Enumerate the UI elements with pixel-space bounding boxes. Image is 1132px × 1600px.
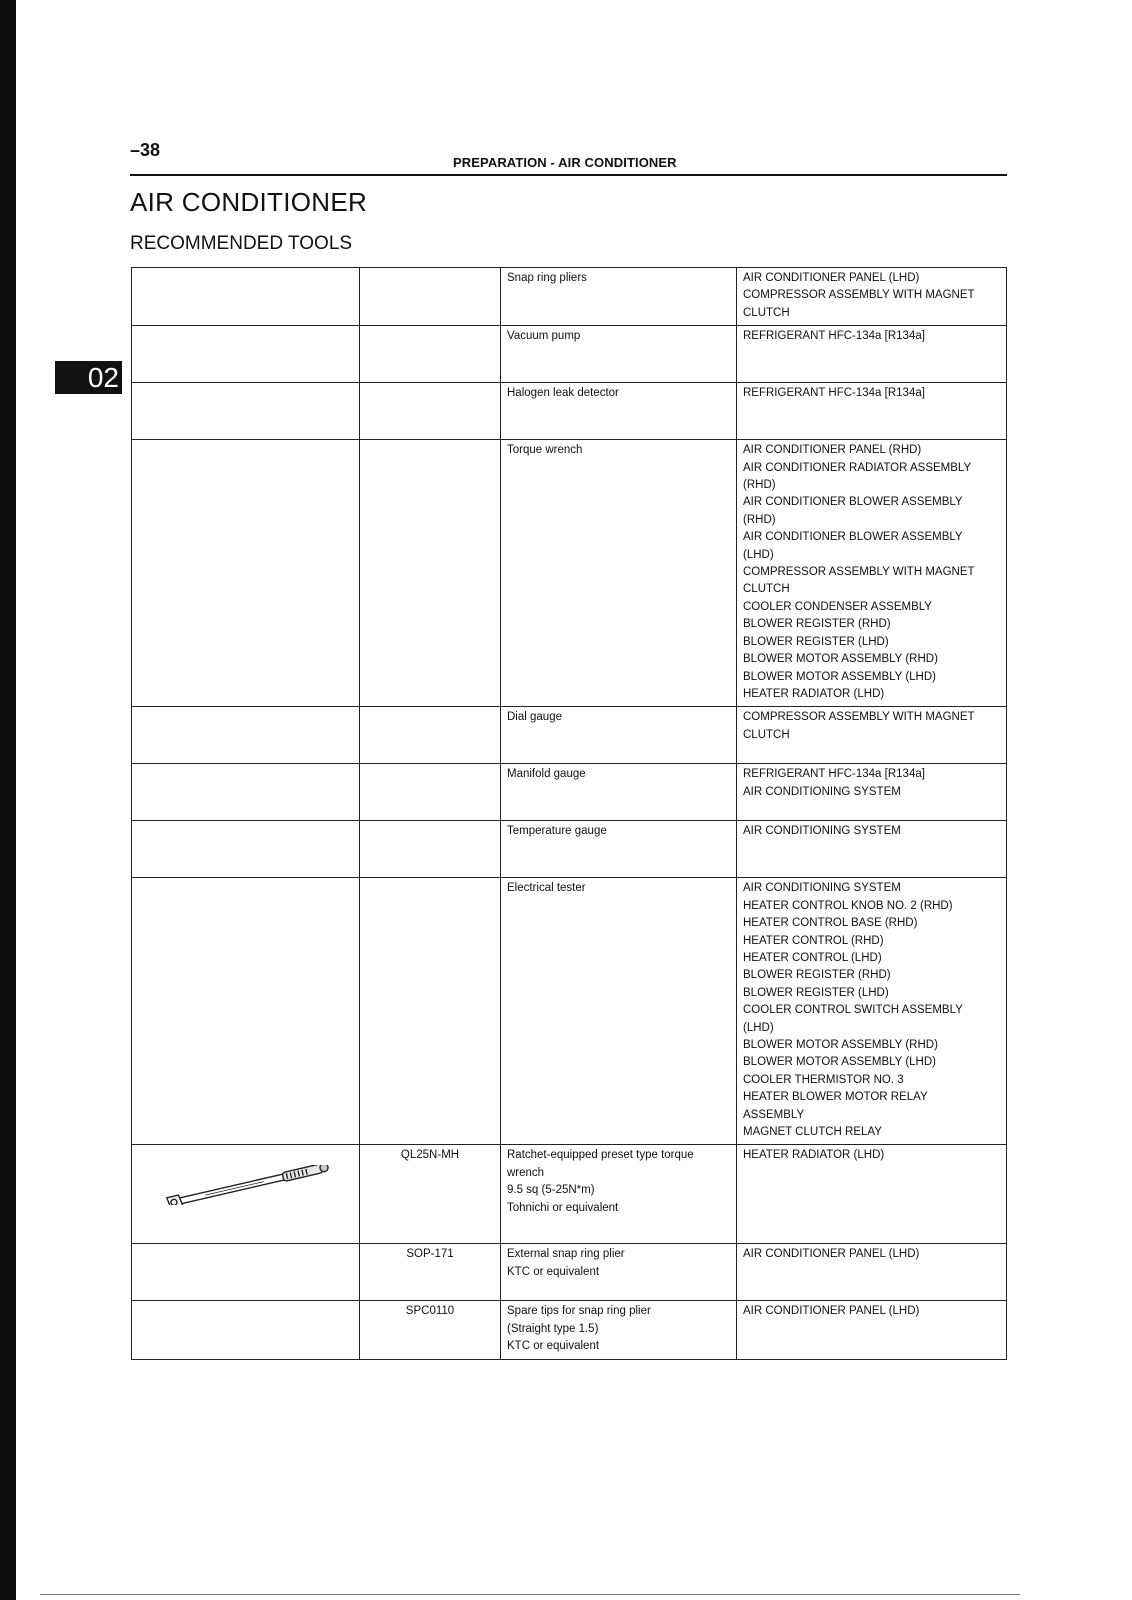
tool-number-cell <box>360 383 501 440</box>
subsection-title: RECOMMENDED TOOLS <box>130 233 353 254</box>
tool-number-cell <box>360 707 501 764</box>
application-line: BLOWER REGISTER (RHD) <box>743 618 891 631</box>
illustration-cell <box>132 440 360 707</box>
illustration-cell <box>132 383 360 440</box>
table-row <box>132 268 1007 326</box>
application-line: AIR CONDITIONER PANEL (RHD) <box>743 444 922 457</box>
tool-name-line: Tohnichi or equivalent <box>507 1201 619 1214</box>
application-cell <box>737 1145 1007 1244</box>
tool-name-line: Dial gauge <box>507 711 562 724</box>
tool-number: SOP-171 <box>406 1248 454 1261</box>
application-line: AIR CONDITIONER BLOWER ASSEMBLY <box>743 531 963 544</box>
application-line: (LHD) <box>743 548 774 561</box>
application-line: MAGNET CLUTCH RELAY <box>743 1126 882 1138</box>
application-line: REFRIGERANT HFC-134a [R134a] <box>743 768 925 781</box>
table-row <box>132 383 1007 440</box>
bottom-rule <box>40 1594 1020 1595</box>
tool-number: QL25N-MH <box>400 1149 460 1162</box>
tool-name-line: Temperature gauge <box>507 825 607 838</box>
application-cell <box>737 268 1007 326</box>
tool-name-line: Electrical tester <box>507 882 586 895</box>
table-row <box>132 1244 1007 1301</box>
table-row <box>132 707 1007 764</box>
illustration-cell <box>132 1244 360 1301</box>
illustration-cell <box>132 707 360 764</box>
application-line: BLOWER MOTOR ASSEMBLY (RHD) <box>743 653 938 666</box>
tool-name-cell <box>501 268 737 326</box>
tool-name-cell <box>501 1145 737 1244</box>
application-line: CLUTCH <box>743 728 790 741</box>
application-line: HEATER BLOWER MOTOR RELAY <box>743 1091 928 1104</box>
tool-name-cell <box>501 1244 737 1301</box>
table-row <box>132 821 1007 878</box>
application-line: AIR CONDITIONER PANEL (LHD) <box>743 272 920 284</box>
application-line: AIR CONDITIONER PANEL (LHD) <box>743 1248 920 1261</box>
illustration-cell <box>132 821 360 878</box>
application-line: HEATER CONTROL BASE (RHD) <box>743 917 918 930</box>
tool-name-line: KTC or equivalent <box>507 1265 600 1278</box>
binding-strip <box>0 0 16 1600</box>
application-line: (LHD) <box>743 1021 774 1034</box>
application-cell <box>737 707 1007 764</box>
tool-name-line: (Straight type 1.5) <box>507 1322 599 1335</box>
application-line: BLOWER MOTOR ASSEMBLY (LHD) <box>743 1056 936 1069</box>
tool-name-line: KTC or equivalent <box>507 1340 600 1353</box>
application-cell <box>737 1301 1007 1359</box>
tool-name-cell <box>501 440 737 707</box>
application-cell <box>737 878 1007 1145</box>
table-row <box>132 764 1007 821</box>
tool-name-line: Torque wrench <box>507 444 583 457</box>
application-line: BLOWER MOTOR ASSEMBLY (LHD) <box>743 670 936 683</box>
tool-name-line: Manifold gauge <box>507 768 586 781</box>
tool-name-cell <box>501 326 737 383</box>
application-cell <box>737 764 1007 821</box>
illustration-cell <box>132 1301 360 1359</box>
illustration-cell <box>132 326 360 383</box>
header-rule <box>130 174 1007 176</box>
application-line: COMPRESSOR ASSEMBLY WITH MAGNET <box>743 566 975 579</box>
application-line: HEATER CONTROL KNOB NO. 2 (RHD) <box>743 899 953 912</box>
tool-name-line: wrench <box>507 1166 545 1179</box>
application-line: AIR CONDITIONING SYSTEM <box>743 825 901 838</box>
illustration-cell <box>132 1145 360 1244</box>
tool-name-line: Snap ring pliers <box>507 272 587 284</box>
table-row <box>132 440 1007 707</box>
table-row <box>132 1301 1007 1359</box>
illustration-cell <box>132 764 360 821</box>
application-cell <box>737 440 1007 707</box>
page-number: –38 <box>130 140 161 160</box>
application-line: ASSEMBLY <box>743 1108 805 1121</box>
application-line: CLUTCH <box>743 306 790 319</box>
application-line: BLOWER REGISTER (LHD) <box>743 986 889 999</box>
illustration-cell <box>132 878 360 1145</box>
application-cell <box>737 1244 1007 1301</box>
application-line: COOLER CONDENSER ASSEMBLY <box>743 600 932 613</box>
tool-number-cell <box>360 326 501 383</box>
tool-name-line: Spare tips for snap ring plier <box>507 1305 651 1318</box>
section-tab: 02 <box>55 361 122 394</box>
tool-number-cell <box>360 878 501 1145</box>
table-row <box>132 1145 1007 1244</box>
application-line: AIR CONDITIONER BLOWER ASSEMBLY <box>743 496 963 509</box>
tool-number-cell <box>360 764 501 821</box>
tool-name-cell <box>501 764 737 821</box>
application-line: (RHD) <box>743 513 776 526</box>
application-line: REFRIGERANT HFC-134a [R134a] <box>743 387 925 400</box>
application-line: AIR CONDITIONER RADIATOR ASSEMBLY <box>743 461 972 474</box>
running-header: PREPARATION - AIR CONDITIONER <box>453 155 677 170</box>
application-cell <box>737 326 1007 383</box>
torque-wrench-illustration <box>138 1147 353 1197</box>
tool-name-line: Halogen leak detector <box>507 387 619 400</box>
tool-name-cell <box>501 821 737 878</box>
tool-number-cell <box>360 821 501 878</box>
application-line: AIR CONDITIONING SYSTEM <box>743 882 901 895</box>
tools-table-body <box>132 268 1007 1360</box>
table-row <box>132 326 1007 383</box>
tool-name-line: External snap ring plier <box>507 1248 625 1261</box>
tool-name-cell <box>501 383 737 440</box>
table-row <box>132 878 1007 1145</box>
tool-number-cell <box>360 1301 501 1359</box>
tool-number-cell <box>360 1145 501 1244</box>
application-line: BLOWER MOTOR ASSEMBLY (RHD) <box>743 1038 938 1051</box>
illustration-cell <box>132 268 360 326</box>
application-line: HEATER CONTROL (LHD) <box>743 951 882 964</box>
application-line: COMPRESSOR ASSEMBLY WITH MAGNET <box>743 711 975 724</box>
tool-name-line: 9.5 sq (5-25N*m) <box>507 1184 595 1197</box>
application-line: HEATER RADIATOR (LHD) <box>743 687 885 700</box>
tool-number: SPC0110 <box>405 1305 455 1318</box>
tool-name-cell <box>501 707 737 764</box>
application-cell <box>737 821 1007 878</box>
application-line: COMPRESSOR ASSEMBLY WITH MAGNET <box>743 289 975 302</box>
section-title: AIR CONDITIONER <box>130 187 368 217</box>
application-line: AIR CONDITIONING SYSTEM <box>743 785 901 798</box>
tool-name-cell <box>501 878 737 1145</box>
application-line: REFRIGERANT HFC-134a [R134a] <box>743 330 925 343</box>
tool-name-cell <box>501 1301 737 1359</box>
recommended-tools-table <box>131 267 1007 1360</box>
tool-name-line: Ratchet-equipped preset type torque <box>507 1149 694 1162</box>
tool-name-line: Vacuum pump <box>507 330 581 343</box>
tool-number-cell <box>360 1244 501 1301</box>
application-line: COOLER THERMISTOR NO. 3 <box>743 1073 904 1086</box>
application-line: CLUTCH <box>743 583 790 596</box>
application-line: BLOWER REGISTER (LHD) <box>743 635 889 648</box>
tool-number-cell <box>360 268 501 326</box>
application-line: HEATER RADIATOR (LHD) <box>743 1149 885 1162</box>
tool-number-cell <box>360 440 501 707</box>
application-line: BLOWER REGISTER (RHD) <box>743 969 891 982</box>
application-line: HEATER CONTROL (RHD) <box>743 934 884 947</box>
application-cell <box>737 383 1007 440</box>
application-line: (RHD) <box>743 479 776 492</box>
application-line: AIR CONDITIONER PANEL (LHD) <box>743 1305 920 1318</box>
application-line: COOLER CONTROL SWITCH ASSEMBLY <box>743 1004 963 1017</box>
